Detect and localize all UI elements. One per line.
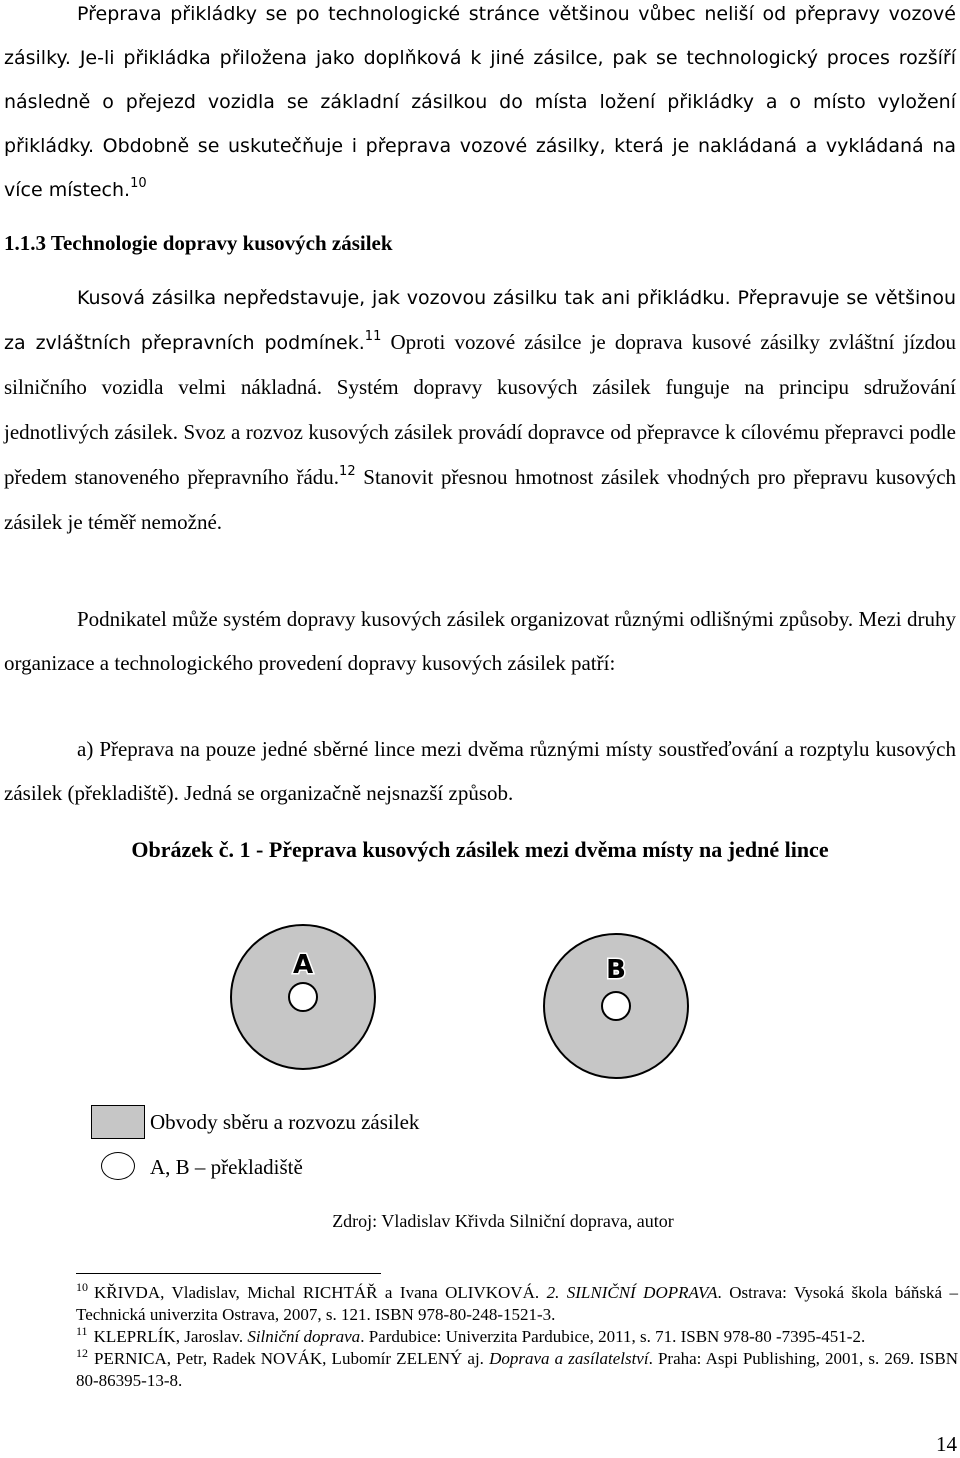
paragraph-podnikatel: Podnikatel může systém dopravy kusových zásilek organizovat různými odlišnými způsoby. Mezi druhy organizace a technologického provedení dopravy kusových zásilek patří: <box>4 607 956 675</box>
legend-point-swatch <box>101 1152 135 1180</box>
paragraph-text-part1: Kusová zásilka nepředstavuje, jak vozovou zásilku tak ani přikládku. Přepravuje se většinou za zvláštních přepravních podmínek. <box>4 287 956 354</box>
point-b <box>602 992 630 1020</box>
figure-caption: Obrázek č. 1 - Přeprava kusových zásilek mezi dvěma místy na jedné lince <box>131 837 829 862</box>
footnote-11 <box>76 1326 958 1348</box>
footnote-text: . Praha: Aspi Publishing, 2001, s. 269. ISBN 80-86395-13-8. <box>76 1349 958 1390</box>
footnote-title: 2. SILNIČNÍ DOPRAVA <box>546 1283 718 1302</box>
section-heading: 1.1.3 Technologie dopravy kusových zásilek <box>4 231 393 255</box>
footnotes <box>76 1282 958 1392</box>
footnote-separator <box>76 1273 381 1274</box>
footnote-title: Silniční doprava <box>247 1327 361 1346</box>
footnote-text: KLEPRLÍK, Jaroslav. <box>93 1327 248 1346</box>
paragraph-text-part2: Oproti vozové zásilce je doprava kusové zásilky zvláštní jízdou silničního vozidla velmi nákladná. Systém dopravy kusových zásilek funguje na principu sdružování jednotlivých zásilek. Svoz a rozvoz kusových zásilek provádí dopravce od přepravce k cílovému přepravci podle předem stanoveného přepravního řádu. <box>4 330 956 489</box>
legend-point-label: A, B – překladiště <box>150 1155 303 1179</box>
footnote-10 <box>76 1282 958 1326</box>
footnote-text: KŘIVDA, Vladislav, Michal RICHTÁŘ a Ivana OLIVKOVÁ. <box>94 1283 547 1302</box>
legend-area-swatch <box>91 1105 145 1139</box>
figure-source: Zdroj: Vladislav Křivda Silniční doprava, autor <box>332 1211 674 1231</box>
point-a <box>289 983 317 1011</box>
paragraph-varianta-a: a) Přeprava na pouze jedné sběrné lince mezi dvěma různými místy soustřeďování a rozptylu kusových zásilek (překladiště). Jedná se organizačně nejsnazší způsob. <box>4 737 956 805</box>
footnote-ref-12: 12 <box>339 464 356 479</box>
paragraph-text: Přeprava přikládky se po technologické stránce většinou vůbec neliší od přepravy vozové zásilky. Je-li přikládka přiložena jako doplňková k jiné zásilce, pak se technologický proces rozšíří následně o přejezd vozidla se základní zásilkou do místa ložení přikládky a o místo vyložení přikládky. Obdobně se uskutečňuje i přeprava vozové zásilky, která je nakládaná a vykládaná na více místech. <box>4 3 956 201</box>
footnote-text: PERNICA, Petr, Radek NOVÁK, Lubomír ZELENÝ aj. <box>94 1349 490 1368</box>
legend-area-label: Obvody sběru a rozvozu zásilek <box>150 1110 420 1134</box>
paragraph-text-part3: Stanovit přesnou hmotnost zásilek vhodných pro přepravu kusových zásilek je téměř nemožné. <box>4 465 957 534</box>
footnote-text: . Ostrava: Vysoká škola báňská – Technická univerzita Ostrava, 2007, s. 121. ISBN 978-80-248-1521-3. <box>76 1283 958 1324</box>
label-b: B <box>606 955 626 985</box>
paragraph-prikladka <box>4 0 956 212</box>
footnote-title: Doprava a zasílatelství <box>489 1349 649 1368</box>
paragraph-kusova-zasilka <box>4 276 956 545</box>
footnote-number: 10 <box>76 1280 88 1294</box>
label-a: A <box>292 950 314 980</box>
footnote-number: 11 <box>76 1324 88 1338</box>
footnote-ref-11: 11 <box>364 329 382 344</box>
figure-diagram <box>0 905 960 1095</box>
footnote-12 <box>76 1348 958 1392</box>
footnote-ref-10: 10 <box>130 176 147 191</box>
footnote-text: . Pardubice: Univerzita Pardubice, 2011, s. 71. ISBN 978-80 -7395-451-2. <box>360 1327 866 1346</box>
footnote-number: 12 <box>76 1346 88 1360</box>
page-number: 14 <box>936 1432 957 1456</box>
